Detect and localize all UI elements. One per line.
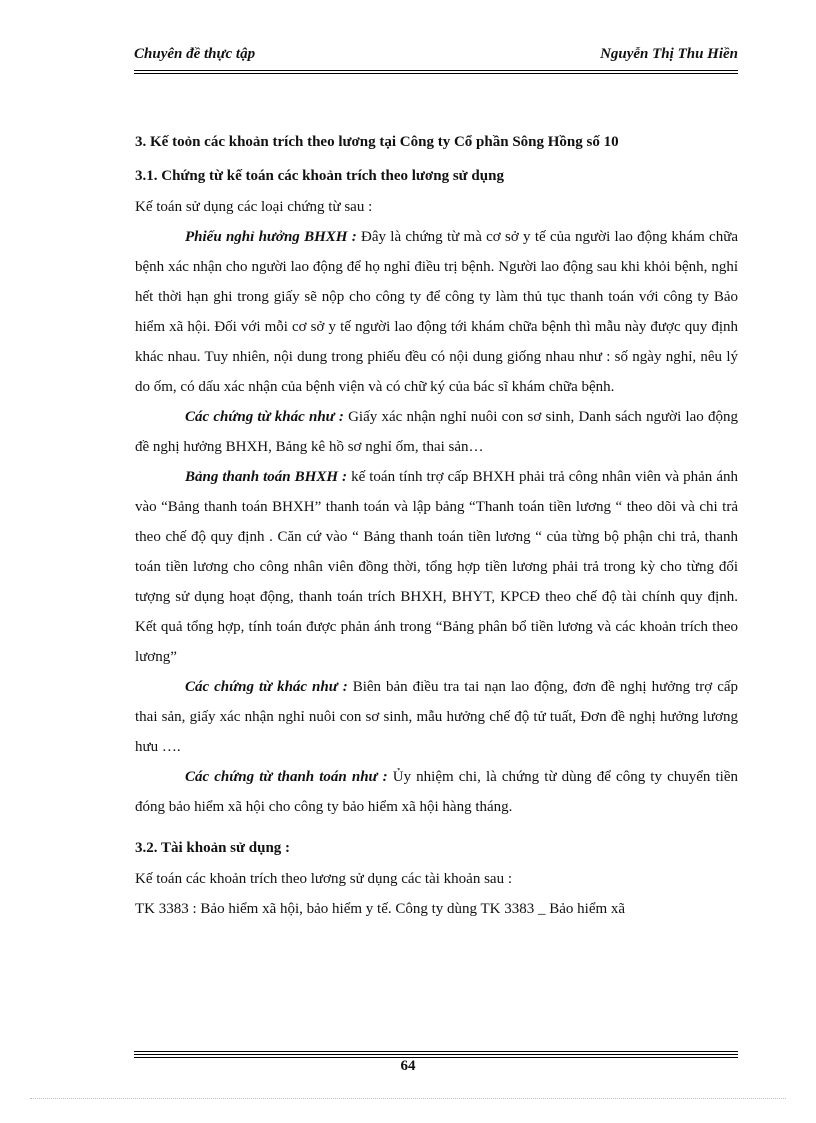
paragraph-text: Ủy nhiệm chi, là chứng từ dùng để công ty chuyển tiền đóng bảo hiểm xã hội cho công ty bảo hiểm xã hội hàng tháng. xyxy=(135,769,738,815)
section-heading-3: 3. Kế toỏn các khoản trích theo lương tại Công ty Cổ phần Sông Hồng số 10 xyxy=(135,134,619,150)
footer-rule-top xyxy=(134,1051,738,1052)
paragraph-bang-thanh-toan xyxy=(135,462,738,672)
paragraph-chung-tu-thanh-toan xyxy=(135,762,738,822)
header-author: Nguyễn Thị Thu Hiền xyxy=(600,46,738,62)
paragraph-text: Đây là chứng từ mà cơ sở y tế của người lao động khám chữa bệnh xác nhận cho người lao động để họ nghỉ điều trị bệnh. Người lao động sau khi khỏi bệnh, nghỉ hết thời hạn ghi trong giấy sẽ nộp cho công ty để công ty làm thủ tục thanh toán với công ty Bảo hiểm xã hội. Đối với mỗi cơ sở y tế người lao động tới khám chữa bệnh thì mẫu này được quy định khác nhau. Tuy nhiên, nội dung trong phiếu đều có nội dung giống nhau như : số ngày nghỉ, nêu lý do ốm, có dấu xác nhận của bệnh viện và có chữ ký của bác sĩ khám chữa bệnh. xyxy=(135,229,738,395)
paragraph-text: Biên bản điều tra tai nạn lao động, đơn đề nghị hưởng trợ cấp thai sản, giấy xác nhận nghỉ nuôi con sơ sinh, mẫu hưởng chế độ tử tuất, Đơn đề nghị hưởng lương hưu …. xyxy=(135,679,739,755)
paragraph-chung-tu-khac-1 xyxy=(135,402,738,462)
paragraph-phieu-nghi xyxy=(135,222,738,402)
header-rule xyxy=(134,70,738,71)
paragraph-lead: Các chứng từ khác như : xyxy=(185,409,344,425)
paragraph-text: kế toán tính trợ cấp BHXH phải trả công nhân viên và phản ánh vào “Bảng thanh toán BHXH” thanh toán và lập bảng “Thanh toán tiền lương “ theo dõi và chi trả theo chế độ quy định . Căn cứ vào “ Bảng thanh toán tiền lương “ của từng bộ phận chi trả, thanh toán tiền lương cho công nhân viên đồng thời, tổng hợp tiền lương phải trả trong kỳ cho từng đối tượng sử dụng hoạt động, thanh toán trích BHXH, BHYT, KPCĐ theo chế độ tài chính quy định. Kết quả tổng hợp, tính toán được phản ánh trong “Bảng phân bổ tiền lương và các khoản trích theo lương” xyxy=(135,469,738,665)
intro-paragraph: Kế toán sử dụng các loại chứng từ sau : xyxy=(135,199,373,215)
footer-rule-middle xyxy=(134,1054,738,1055)
page-number: 64 xyxy=(400,1058,416,1074)
tk-3383-line: TK 3383 : Bảo hiểm xã hội, bảo hiểm y tế. Công ty dùng TK 3383 _ Bảo hiểm xã xyxy=(135,901,626,917)
section-heading-3-2: 3.2. Tài khoản sử dụng : xyxy=(135,840,291,856)
header-rule-thin xyxy=(134,73,738,74)
paragraph-lead: Bảng thanh toán BHXH : xyxy=(185,469,348,485)
paragraph-text: Giấy xác nhận nghỉ nuôi con sơ sinh, Danh sách người lao động đề nghị hưởng BHXH, Bảng kê hồ sơ nghỉ ốm, thai sản… xyxy=(135,409,739,455)
paragraph-lead: Các chứng từ khác như : xyxy=(185,679,348,695)
header-title: Chuyên đề thực tập xyxy=(134,46,256,62)
page-edge-divider xyxy=(30,1098,786,1099)
page-header xyxy=(134,46,738,68)
paragraph-lead: Các chứng từ thanh toán như : xyxy=(185,769,388,785)
accounts-intro: Kế toán các khoản trích theo lương sử dụng các tài khoản sau : xyxy=(135,871,512,887)
section-heading-3-1: 3.1. Chứng từ kế toán các khoản trích theo lương sử dụng xyxy=(135,168,504,184)
paragraph-chung-tu-khac-2 xyxy=(135,672,738,762)
paragraph-lead: Phiếu nghỉ hưởng BHXH : xyxy=(185,229,357,245)
page-body xyxy=(135,130,738,924)
